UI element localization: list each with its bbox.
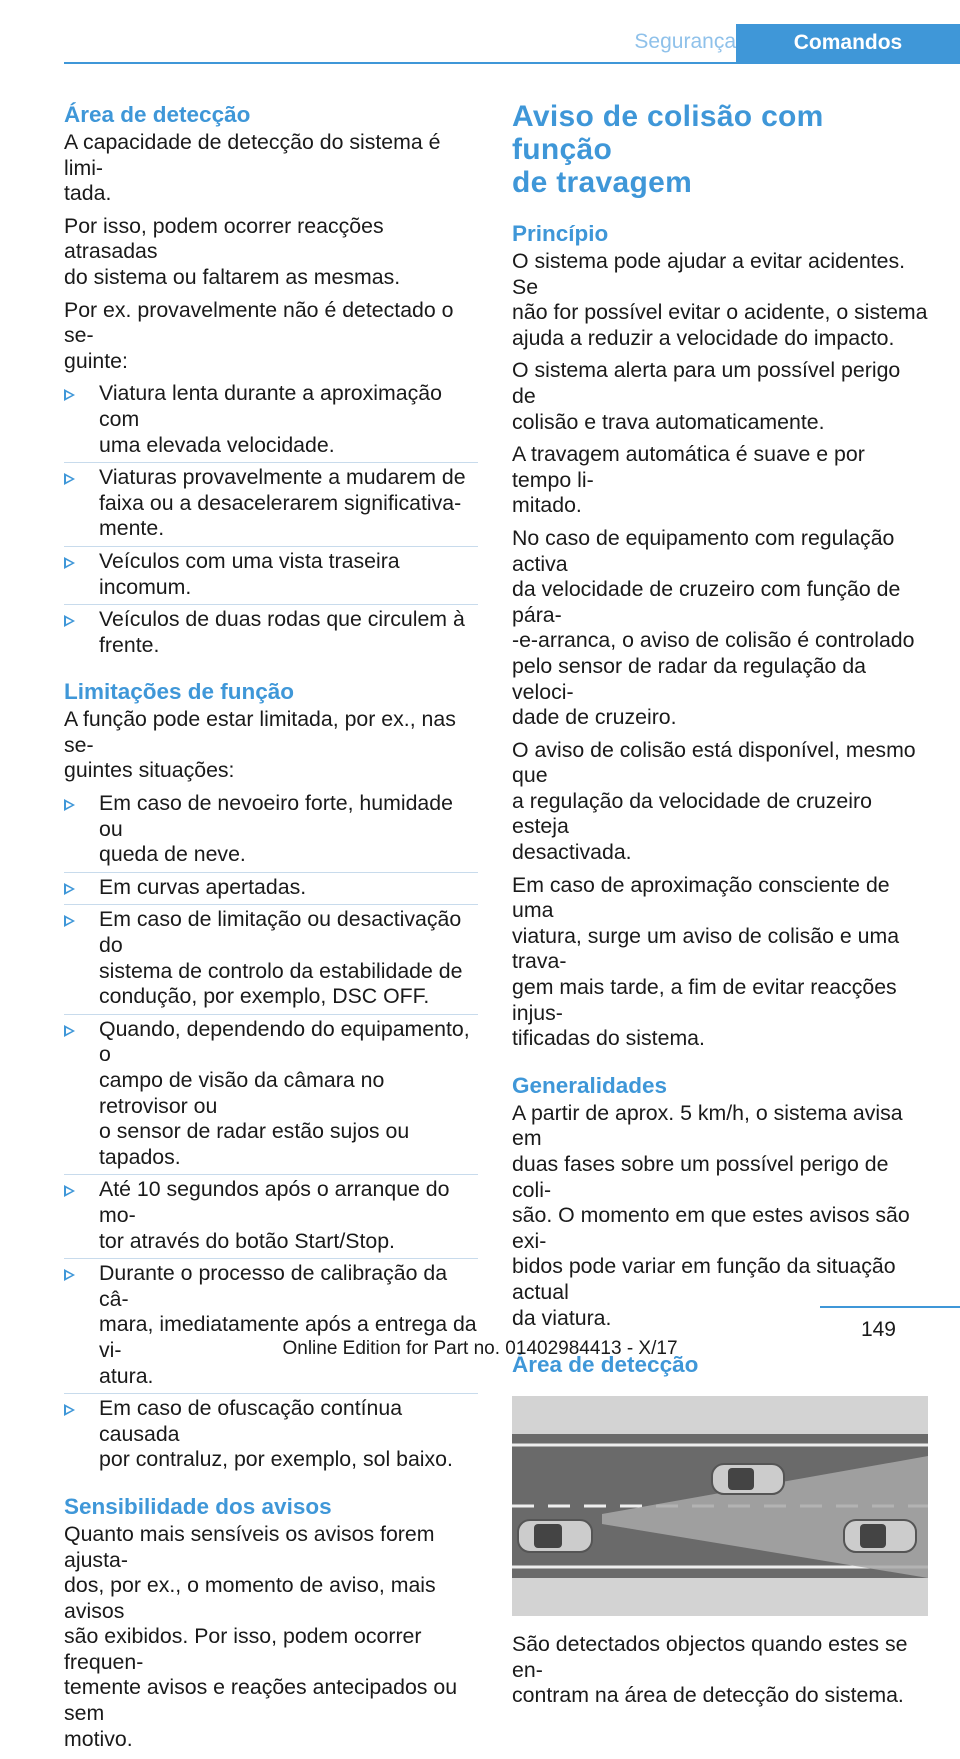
list-item: Durante o processo de calibração da câ- mara, imediatamente após a entrega da vi- atura. [64, 1261, 478, 1389]
footer-divider [820, 1306, 960, 1308]
divider [64, 1174, 478, 1175]
triangle-bullet-icon [64, 1025, 75, 1037]
list-item: Veículos de duas rodas que circulem à frente. [64, 607, 478, 658]
list-item: Em curvas apertadas. [64, 875, 478, 901]
principle-paragraph: A travagem automática é suave e por tempo li- mitado. [512, 442, 865, 518]
divider [64, 1014, 478, 1015]
car-icon [844, 1520, 916, 1552]
right-column [512, 100, 928, 1716]
principle-title: Princípio [512, 221, 609, 246]
area-title: Área de detecção [64, 102, 251, 127]
triangle-bullet-icon [64, 1185, 75, 1197]
tab-comandos[interactable]: Comandos [736, 24, 960, 62]
divider [64, 1258, 478, 1259]
list-item: Em caso de nevoeiro forte, humidade ou queda de neve. [64, 791, 478, 868]
list-item: Quando, dependendo do equipamento, o campo de visão da câmara no retrovisor ou o sensor de radar estão sujos ou tapados. [64, 1017, 478, 1171]
triangle-bullet-icon [64, 557, 75, 569]
limits-intro: A função pode estar limitada, por ex., nas se- guintes situações: [64, 707, 456, 783]
divider [64, 546, 478, 547]
edition-line: Online Edition for Part no. 01402984413 - X/17 [282, 1338, 678, 1359]
divider [64, 1393, 478, 1394]
principle-paragraph: O sistema pode ajudar a evitar acidentes. Se não for possível evitar o acidente, o sistema ajuda a reduzir a velocidade do impacto. [512, 249, 928, 350]
principle-paragraph: O aviso de colisão está disponível, mesmo que a regulação da velocidade de cruzeiro esteja desactivada. [512, 737, 916, 865]
left-column [64, 100, 478, 1759]
area-paragraph-1: A capacidade de detecção do sistema é limi- tada. [64, 130, 441, 206]
area-list [64, 381, 478, 658]
car-icon [518, 1520, 592, 1552]
divider [64, 462, 478, 463]
principle-paragraph: Em caso de aproximação consciente de uma viatura, surge um aviso de colisão e uma trava- gem mais tarde, a fim de evitar reacções injus- tificadas do sistema. [512, 872, 900, 1051]
road-diagram [512, 1396, 928, 1616]
car-icon [712, 1464, 784, 1494]
main-title: Aviso de colisão com função de travagem [512, 100, 824, 199]
list-item: Em caso de limitação ou desactivação do sistema de controlo da estabilidade de condução, por exemplo, DSC OFF. [64, 907, 478, 1009]
limits-list [64, 791, 478, 1473]
area-paragraph-2: Por isso, podem ocorrer reacções atrasadas do sistema ou faltarem as mesmas. [64, 213, 401, 289]
detection-area-title: Área de detecção [512, 1352, 699, 1378]
list-item: Veículos com uma vista traseira incomum. [64, 549, 478, 600]
triangle-bullet-icon [64, 389, 75, 401]
list-item: Até 10 segundos após o arranque do mo- tor através do botão Start/Stop. [64, 1177, 478, 1254]
triangle-bullet-icon [64, 473, 75, 485]
triangle-bullet-icon [64, 915, 75, 927]
principle-paragraph: No caso de equipamento com regulação activa da velocidade de cruzeiro com função de pára- -e-arranca, o aviso de colisão é controlado pelo sensor de radar da regulação da veloci- dade de cruzeiro. [512, 525, 915, 730]
triangle-bullet-icon [64, 1269, 75, 1281]
list-item: Viatura lenta durante a aproximação com uma elevada velocidade. [64, 381, 478, 458]
detection-area-figure [512, 1396, 928, 1616]
area-paragraph-3: Por ex. provavelmente não é detectado o se- guinte: [64, 297, 454, 373]
divider [64, 604, 478, 605]
triangle-bullet-icon [64, 799, 75, 811]
triangle-bullet-icon [64, 1404, 75, 1416]
triangle-bullet-icon [64, 883, 75, 895]
sensitivity-title: Sensibilidade dos avisos [64, 1493, 332, 1519]
figure-caption: São detectados objectos quando estes se en- contram na área de detecção do sistema. [512, 1632, 908, 1708]
page-number: 149 [860, 1318, 896, 1341]
general-title: Generalidades [512, 1072, 668, 1098]
list-item: Em caso de ofuscação contínua causada por contraluz, por exemplo, sol baixo. [64, 1396, 478, 1473]
divider [64, 904, 478, 905]
triangle-bullet-icon [64, 615, 75, 627]
sensitivity-paragraph: Quanto mais sensíveis os avisos forem ajusta- dos, por ex., o momento de aviso, mais avisos são exibidos. Por isso, podem ocorrer frequen- temente avisos e reações antecipados ou sem motivo. [64, 1521, 458, 1751]
limits-title: Limitações de função [64, 679, 295, 705]
tab-seguranca[interactable]: Segurança [634, 30, 736, 53]
page-header [64, 24, 960, 64]
divider [64, 872, 478, 873]
list-item: Viaturas provavelmente a mudarem de faixa ou a desacelerarem significativa- mente. [64, 465, 478, 542]
principle-paragraph: O sistema alerta para um possível perigo de colisão e trava automaticamente. [512, 358, 901, 434]
general-paragraph: A partir de aprox. 5 km/h, o sistema avisa em duas fases sobre um possível perigo de coli- são. O momento em que estes avisos são exi- bidos pode variar em função da situação actual da viatura. [512, 1100, 910, 1330]
